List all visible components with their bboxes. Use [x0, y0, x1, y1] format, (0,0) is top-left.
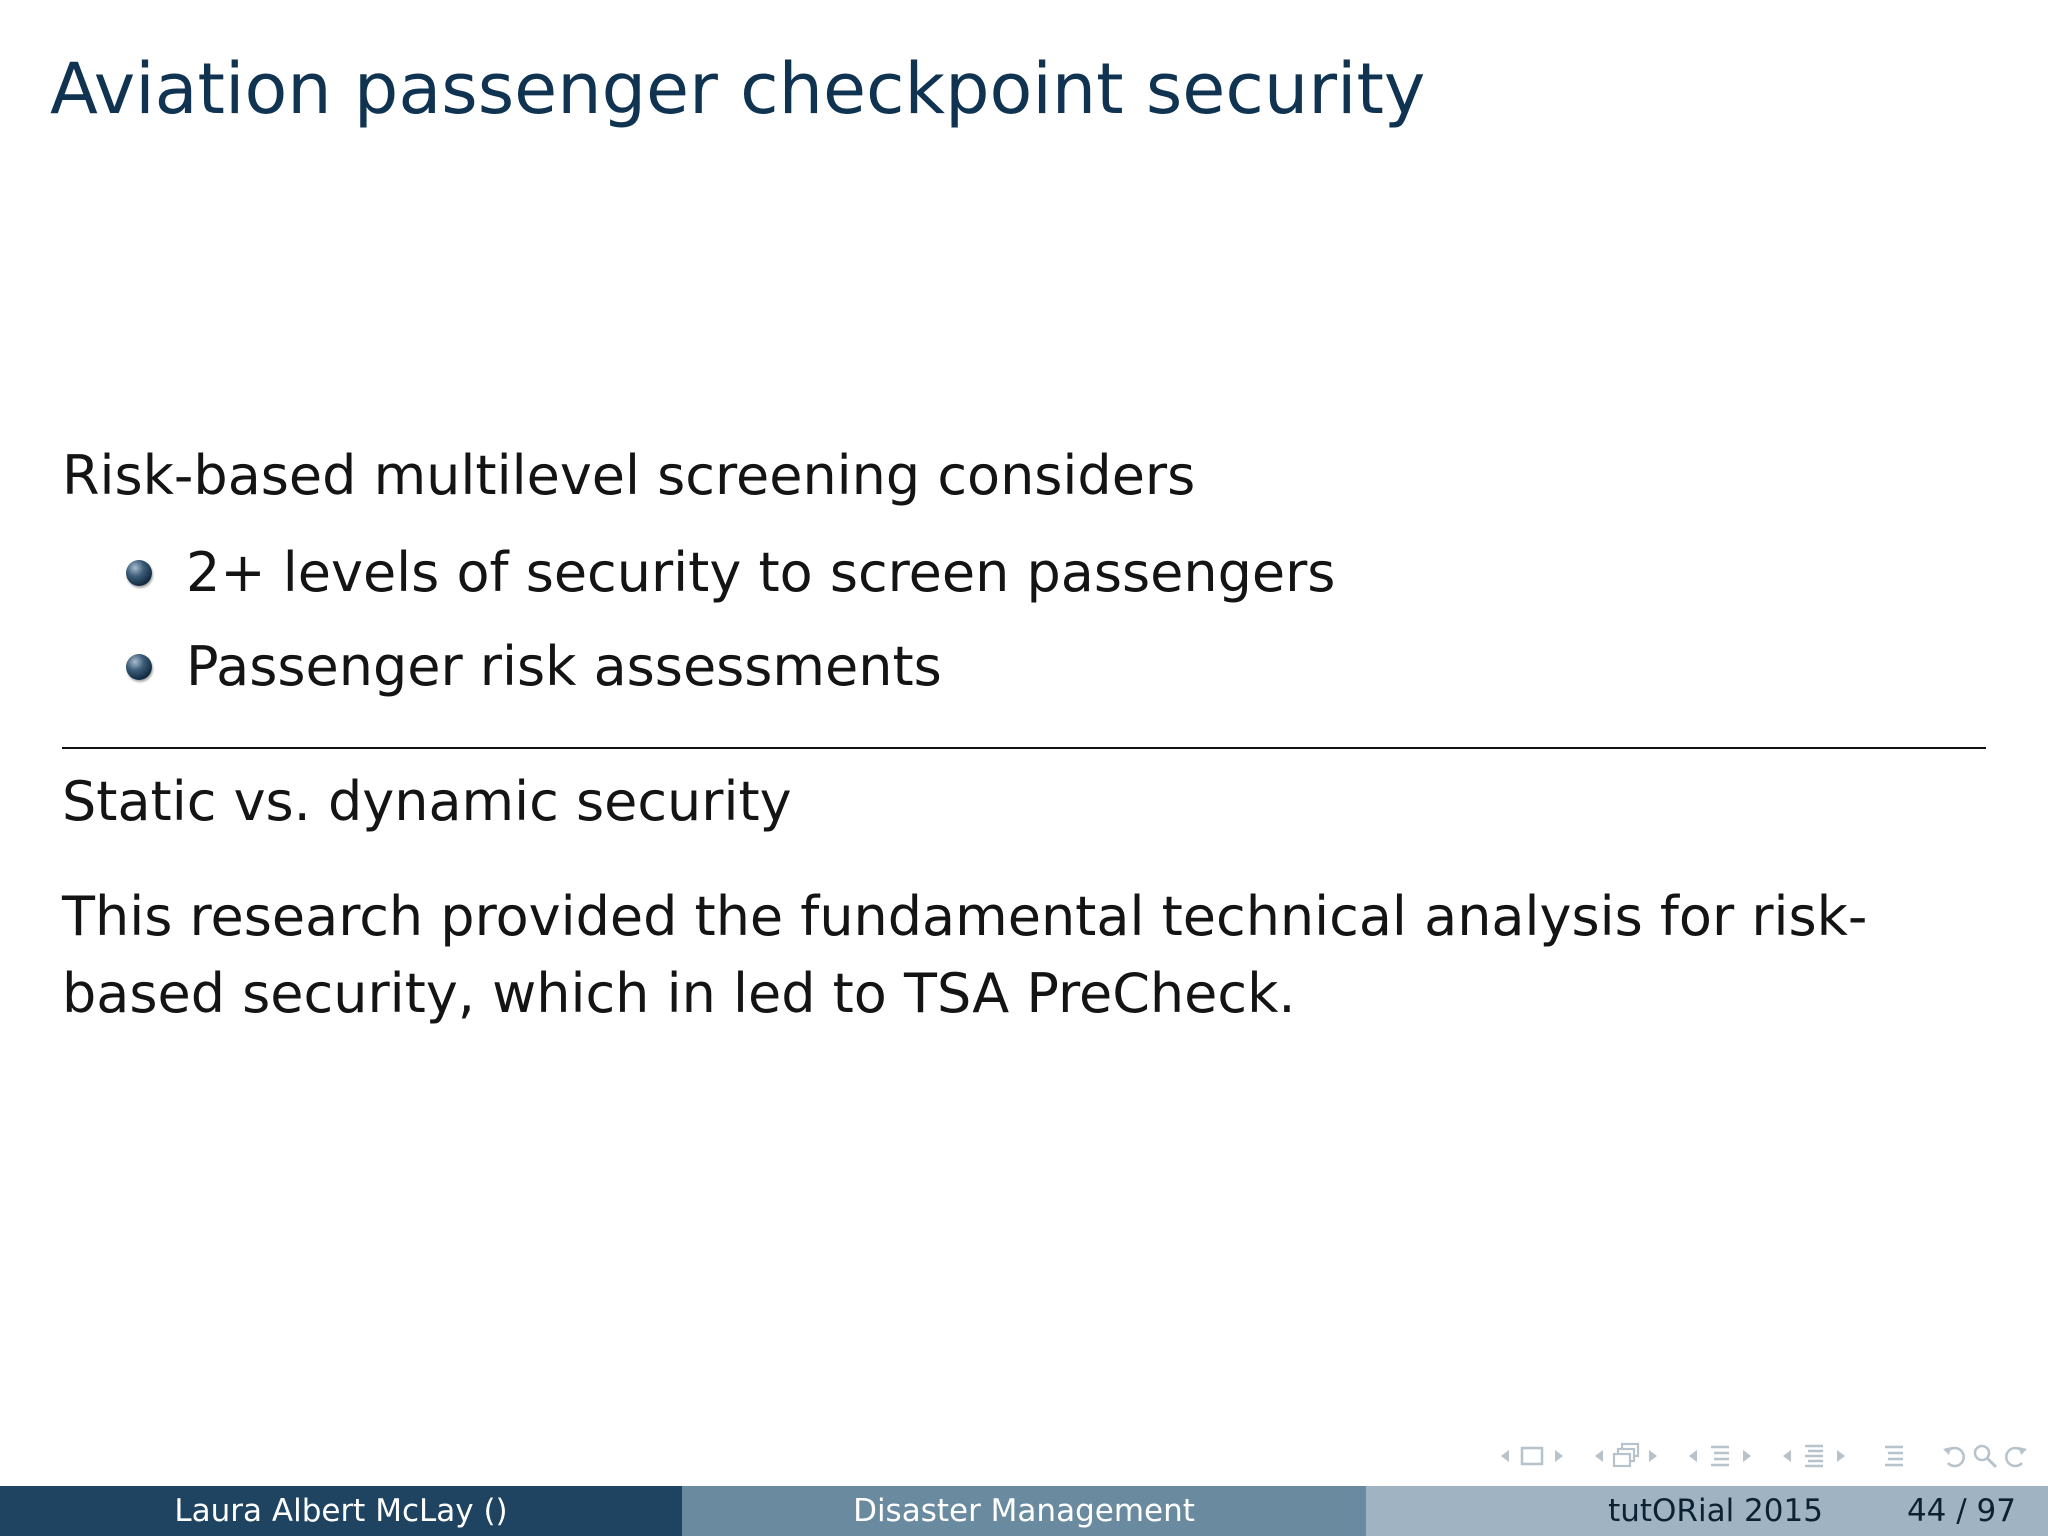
section-heading: Static vs. dynamic security	[62, 770, 792, 833]
page-counter: 44 / 97	[1906, 1493, 2016, 1529]
bullet-ball-icon	[126, 654, 152, 680]
search-icon[interactable]	[1970, 1441, 2000, 1471]
frame-icon[interactable]	[1512, 1441, 1552, 1471]
navigation-bar	[1472, 1438, 2030, 1474]
next-arrow-icon[interactable]	[1740, 1446, 1754, 1466]
prev-arrow-icon[interactable]	[1498, 1446, 1512, 1466]
back-icon[interactable]	[1940, 1441, 1970, 1471]
intro-text: Risk-based multilevel screening considers	[62, 444, 1196, 507]
bullet-list	[124, 538, 1335, 726]
prev-arrow-icon[interactable]	[1780, 1446, 1794, 1466]
subsection-icon[interactable]	[1606, 1441, 1646, 1471]
prev-arrow-icon[interactable]	[1686, 1446, 1700, 1466]
frame-nav-group[interactable]	[1498, 1441, 1566, 1471]
footer-author: Laura Albert McLay ()	[0, 1486, 682, 1536]
bullet-text: 2+ levels of security to screen passengers	[186, 541, 1336, 604]
history-search-group[interactable]	[1940, 1441, 2030, 1471]
appendix-icon[interactable]	[1874, 1441, 1914, 1471]
next-arrow-icon[interactable]	[1552, 1446, 1566, 1466]
section-nav-group[interactable]	[1686, 1441, 1754, 1471]
bullet-ball-icon	[126, 560, 152, 586]
document-icon[interactable]	[1794, 1441, 1834, 1471]
forward-icon[interactable]	[2000, 1441, 2030, 1471]
footer-event: tutORial 2015	[1608, 1493, 1823, 1529]
horizontal-rule	[62, 747, 1986, 749]
document-nav-group[interactable]	[1780, 1441, 1848, 1471]
bullet-item	[124, 538, 1335, 632]
subsection-nav-group[interactable]	[1592, 1441, 1660, 1471]
section-icon[interactable]	[1700, 1441, 1740, 1471]
footer-talk-title: Disaster Management	[682, 1486, 1366, 1536]
footer-right	[1366, 1486, 2048, 1536]
bullet-item	[124, 632, 1335, 726]
next-arrow-icon[interactable]	[1646, 1446, 1660, 1466]
prev-arrow-icon[interactable]	[1592, 1446, 1606, 1466]
bullet-text: Passenger risk assessments	[186, 635, 942, 698]
slide-title: Aviation passenger checkpoint security	[50, 48, 1426, 130]
next-arrow-icon[interactable]	[1834, 1446, 1848, 1466]
footer-bar	[0, 1486, 2048, 1536]
body-paragraph: This research provided the fundamental technical analysis for risk-based security, which in led to TSA PreCheck.	[62, 885, 1868, 1025]
appendix-nav-group[interactable]	[1874, 1441, 1914, 1471]
